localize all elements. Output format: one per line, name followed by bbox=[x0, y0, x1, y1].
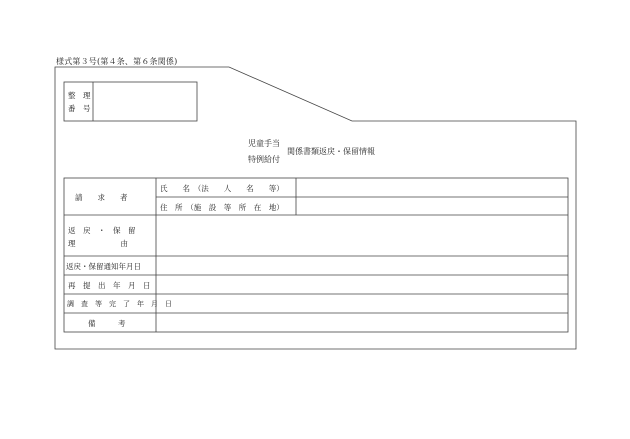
notice-date-label: 返戻・保留通知年月日 bbox=[66, 262, 141, 271]
title-child-allowance: 児童手当 bbox=[248, 139, 280, 148]
survey-date-label: 調 査 等 完 了 年 月 日 bbox=[67, 300, 172, 308]
seiri-label-line1: 整 理 bbox=[68, 91, 91, 100]
seiri-label-line2: 番 号 bbox=[68, 104, 91, 113]
title-special-benefit: 特例給付 bbox=[248, 155, 280, 164]
remarks-label: 備 考 bbox=[88, 319, 126, 328]
resubmit-date-label: 再 提 出 年 月 日 bbox=[68, 281, 151, 290]
title-main: 関係書類返戻・保留情報 bbox=[287, 147, 375, 156]
form-number-label: 様式第３号(第４条、第６条関係) bbox=[56, 57, 178, 66]
address-label: 住 所 （施 設 等 所 在 地） bbox=[160, 203, 284, 212]
reason-label-line2: 理 由 bbox=[68, 239, 128, 248]
requester-label: 請 求 者 bbox=[75, 193, 128, 202]
name-label: 氏 名 （法 人 名 等） bbox=[160, 184, 284, 193]
reason-label-line1: 返 戻 ・ 保 留 bbox=[68, 226, 136, 235]
